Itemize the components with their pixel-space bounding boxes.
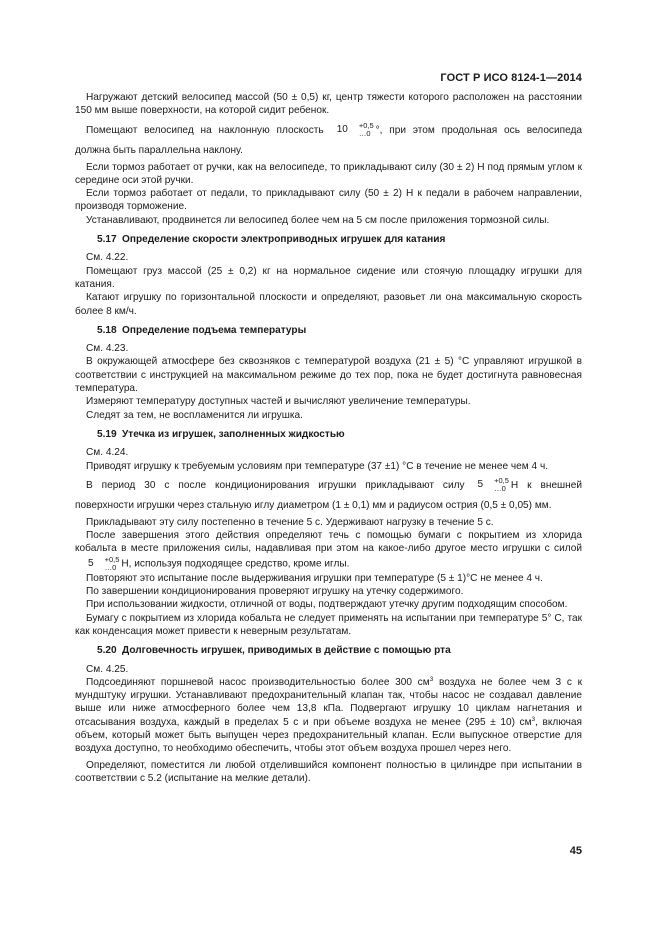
tolerance-value bbox=[467, 477, 509, 493]
tolerance-base: 10 bbox=[336, 123, 348, 135]
section-number: 5.20 bbox=[97, 645, 117, 657]
tolerance-value bbox=[77, 556, 119, 572]
paragraph: См. 4.23. bbox=[86, 343, 129, 355]
paragraph: Измеряют температуру доступных частей и вычисляют увеличение температуры. bbox=[86, 396, 471, 408]
section-title: Утечка из игрушек, заполненных жидкостью bbox=[122, 428, 345, 440]
paragraph-force bbox=[75, 476, 582, 516]
paragraph: Если тормоз работает от ручки, как на велосипеде, то прикладывают силу (30 ± 2) Н под прямым углом к середине оси этой ручки. bbox=[75, 161, 582, 186]
text-fragment: , включая объем, который может быть выпущен через предохранительный клапан. Если выпускное отверстие для воздуха доступно, то необходимо обеспечить, чтобы этот объем воздуха прошел через него. bbox=[75, 716, 583, 755]
section-title: Определение подъема температуры bbox=[122, 324, 307, 336]
paragraph: В окружающей атмосфере без сквозняков с температурой воздуха (21 ± 5) °С управляют игрушкой в соответствии с инструкцией на максимальном режиме до тех пор, пока не будет достигнута равновесная температура. bbox=[75, 356, 582, 395]
paragraph: Приводят игрушку к требуемым условиям при температуре (37 ±1) °С в течение не менее чем 4 ч. bbox=[86, 460, 549, 472]
section-number: 5.18 bbox=[97, 324, 117, 336]
tolerance-lower: …0 bbox=[104, 562, 117, 572]
superscript: 3 bbox=[531, 715, 536, 723]
paragraph: Устанавливают, продвинется ли велосипед более чем на 5 см после приложения тормозной силы. bbox=[86, 214, 550, 226]
paragraph: Если тормоз работает от педали, то прикладывают силу (50 ± 2) Н к педали в рабочем направлении, производя торможение. bbox=[75, 188, 582, 213]
page-body bbox=[75, 91, 582, 785]
section-title: Долговечность игрушек, приводимых в действие с помощью рта bbox=[122, 645, 451, 657]
paragraph: Катают игрушку по горизонтальной плоскости и определяют, разовьет ли она максимальную скорость более 8 км/ч. bbox=[75, 292, 582, 317]
section-heading-5-19 bbox=[75, 428, 582, 441]
paragraph: Прикладывают эту силу постепенно в течение 5 с. Удерживают нагрузку в течение 5 с. bbox=[86, 516, 494, 528]
tolerance-upper: +0,5 bbox=[494, 476, 509, 486]
text-fragment: воздуха не более чем 3 с к мундштуку игрушки. Устанавливают предохранительный клапан так, чтобы насос не создавал давление выше или ниже атмосферного более чем 13,8 кПа. Подвергают игрушку 10 циклам нагнетания и отсасывания воздуха, каждый в пределах 5 с и при объеме воздуха не менее (295 ± 10) см bbox=[75, 676, 582, 728]
text-fragment: °, при этом продольная ось велосипеда должна быть параллельна наклону. bbox=[75, 124, 582, 156]
paragraph: По завершении кондиционирования проверяют игрушку на утечку содержимого. bbox=[86, 586, 464, 598]
paragraph: Следят за тем, не воспламенится ли игрушка. bbox=[86, 409, 303, 421]
text-fragment: Н к внешней поверхности игрушки через стальную иглу диаметром (1 ± 0,1) мм и радиусом острия (0,5 ± 0,05) мм. bbox=[75, 479, 582, 511]
tolerance-upper: +0,5 bbox=[104, 554, 120, 564]
page-number: 45 bbox=[569, 845, 582, 857]
tolerance-lower: …0 bbox=[494, 484, 506, 494]
paragraph: Повторяют это испытание после выдерживания игрушки при температуре (5 ± 1)°С не менее 4 ч. bbox=[86, 572, 543, 584]
paragraph: Помещают груз массой (25 ± 0,2) кг на нормальное сидение или стоячую площадку игрушки для катания. bbox=[75, 265, 582, 290]
tolerance-base: 5 bbox=[88, 557, 94, 569]
text-fragment: В период 30 с после кондиционирования игрушки прикладывают силу bbox=[86, 479, 465, 491]
section-title: Определение скорости электроприводных игрушек для катания bbox=[122, 234, 446, 246]
paragraph-leak bbox=[75, 529, 582, 572]
tolerance-lower: …0 bbox=[358, 128, 371, 138]
section-number: 5.17 bbox=[97, 234, 117, 246]
paragraph: См. 4.24. bbox=[86, 447, 129, 459]
document-header: ГОСТ Р ИСО 8124-1—2014 bbox=[440, 72, 582, 84]
tolerance-value bbox=[326, 122, 374, 138]
tolerance-base: 5 bbox=[477, 479, 484, 491]
paragraph: Нагружают детский велосипед массой (50 ± 0,5) кг, центр тяжести которого расположен на расстоянии 150 мм выше поверхности, на которой сидит ребенок. bbox=[75, 92, 582, 117]
paragraph: См. 4.25. bbox=[86, 663, 129, 675]
section-heading-5-18 bbox=[75, 324, 582, 337]
paragraph: Бумагу с покрытием из хлорида кобальта не следует применять на испытании при температуре 5° С, так как конденсация может привести к неверным результатам. bbox=[75, 612, 582, 637]
text-fragment: Н, используя подходящее средство, кроме иглы. bbox=[121, 558, 350, 570]
paragraph-incline bbox=[75, 121, 582, 161]
superscript: 3 bbox=[429, 675, 434, 683]
section-number: 5.19 bbox=[97, 428, 117, 440]
section-heading-5-17 bbox=[75, 233, 582, 246]
text-fragment: После завершения этого действия определяют течь с помощью бумаги с покрытием из хлорида кобальта в месте приложения силы, надавливая при этом на какое-либо другое место игрушки с силой bbox=[75, 530, 582, 555]
paragraph: При использовании жидкости, отличной от воды, подтверждают утечку другим подходящим способом. bbox=[86, 599, 568, 611]
tolerance-upper: +0,5 bbox=[358, 120, 374, 130]
text-fragment: Подсоединяют поршневой насос производительностью более 300 см bbox=[86, 676, 430, 688]
section-heading-5-20 bbox=[75, 644, 582, 657]
paragraph-pump bbox=[75, 676, 582, 756]
paragraph: См. 4.22. bbox=[86, 252, 129, 264]
paragraph: Определяют, поместится ли любой отделившийся компонент полностью в цилиндре при испытании в соответствии с 5.2 (испытание на мелкие детали). bbox=[75, 759, 582, 784]
text-fragment: Помещают велосипед на наклонную плоскость bbox=[86, 124, 324, 136]
